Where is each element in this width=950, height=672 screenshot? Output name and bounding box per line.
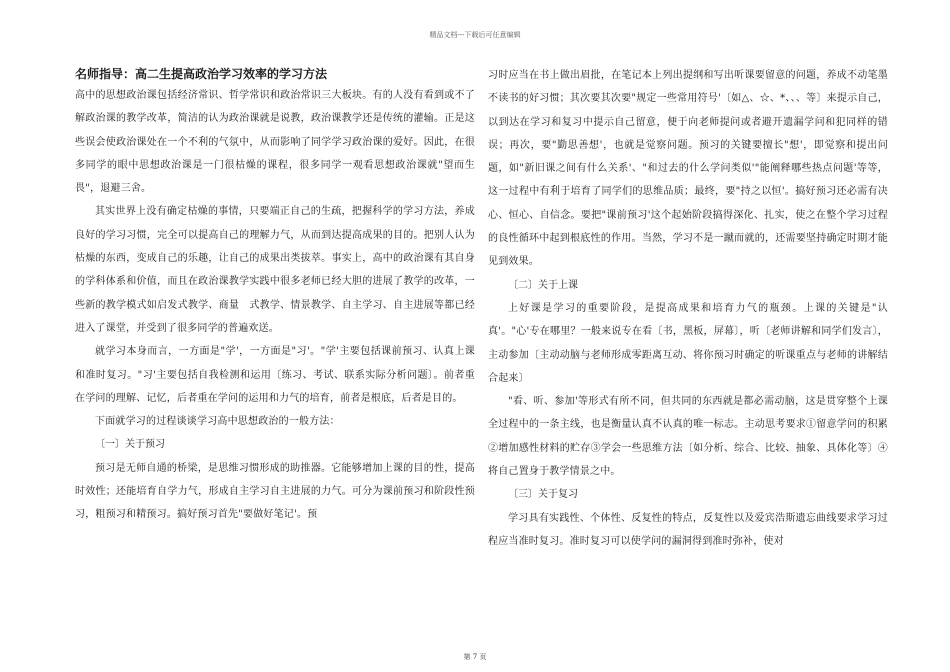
header-note: 精品文档---下载后可任意编辑 [429, 31, 521, 39]
paragraph-intro: 高中的思想政治课包括经济常识、哲学常识和政治常识三大板块。有的人没有看到或不了解政治课的教学改革，简洁的认为政治课就是说教，政治课教学还是传统的灌输。正是这些误会使政治课处在一个不利的气氛中，从而影响了同学学习政治课的爱好。因此，在很多同学的眼中思想政治课是一门很枯燥的课程，很多同学一观看思想政治课就"望而生畏"，退避三舍。 [75, 90, 475, 195]
paragraph-preview-continued: 习时应当在书上做出眉批，在笔记本上列出提纲和写出听课要留意的问题，养成不动笔墨不读书的好习惯；其次要其次要"规定一些常用符号'〔如△、☆、*、、、等〕来提示自己，以到达在学习和复习中提示自己留意，便于向老师提问或者避开遗漏学问和犯同样的错误；再次，要"勤思善想'，也就是觉察问题。预习的关键要擅长"想'，即觉察和提出问题，如"新旧课之间有什么关系'、"和过去的什么学问类似'"能阐释哪些热点问题'等等，这一过程中有利于培育了同学们的思维品质；最终，要"持之以恒'。搞好预习还必需有决心、恒心、自信念。要把"课前预习'这个起始阶段搞得深化、扎实，使之在整个学习过程的良性循环中起到根底性的作用。当然，学习不是一蹴而就的，还需要坚持确定时期才能见到效果。 [488, 70, 888, 268]
section-heading-review: 〔三〕关于复习 [508, 489, 578, 501]
paragraph-class-1: 上好课是学习的重要阶段，是提高成果和培育力气的瓶颈。上课的关键是"认真'。"心'专在哪里？一般来说专在看〔书，黑板，屏幕〕，听〔老师讲解和同学们发言〕，主动参加〔主动动脑与老师形成零距离互动、将你预习时确定的听课重点与老师的讲解结合起来〕 [488, 302, 888, 384]
left-column [75, 64, 475, 527]
paragraph-preview: 预习是无师自通的桥梁，是思维习惯形成的助推器。它能够增加上课的目的性，提高时效性；还能培育自学力气，形成自主学习自主进展的力气。可分为课前预习和阶段性预习，粗预习和精预习。搞好预习首先"要做好笔记'。预 [75, 462, 475, 521]
paragraph-method: 其实世界上没有确定枯燥的事情，只要端正自己的生疏，把握科学的学习方法，养成良好的学习习惯，完全可以提高自己的理解力气，从而到达提高成果的目的。把别人认为枯燥的东西，变成自己的乐趣，让自己的成果出类拔萃。事实上，高中的政治课有其自身的学科体系和价值，而且在政治课教学实践中很多老师已经大胆的进展了教学的改革，一些新的教学模式如启发式教学、商量 式教学、情景教学、自主学习、自主进展等都已经进入了课堂，并受到了很多同学的普遍欢送。 [75, 206, 475, 334]
document-title: 名师指导：高二生提高政治学习效率的学习方法 [75, 67, 328, 81]
page-number: 第 7 页 [463, 653, 487, 661]
paragraph-review: 学习具有实践性、个体性、反复性的特点，反复性以及爱宾浩斯遗忘曲线要求学习过程应当准时复习。准时复习可以使学问的漏洞得到准时弥补，使对 [488, 512, 888, 547]
section-heading-preview: 〔一〕关于预习 [95, 439, 165, 451]
section-heading-class: 〔二〕关于上课 [508, 279, 578, 291]
right-column [488, 64, 888, 553]
paragraph-class-2: "看、听、参加'等形式有所不同，但共同的东西就是都必需动脑，这是贯穿整个上课全过程中的一条主线，也是衡量认真不认真的唯一标志。主动思考要求①留意学问的积累②增加感性材料的贮存③学会一些思维方法〔如分析、综合、比较、抽象、具体化等〕④将自己置身于教学情景之中。 [488, 396, 888, 478]
paragraph-overview: 下面就学习的过程谈谈学习高中思想政治的一般方法： [95, 416, 340, 428]
paragraph-study: 就学习本身而言，一方面是"学'，一方面是"习'。"学'主要包括课前预习、认真上课和准时复习。"习'主要包括自我检测和运用〔练习、考试、联系实际分析问题〕。前者重在学问的理解、记忆，后者重在学问的运用和力气的培育，前者是根底，后者是目的。 [75, 346, 475, 404]
